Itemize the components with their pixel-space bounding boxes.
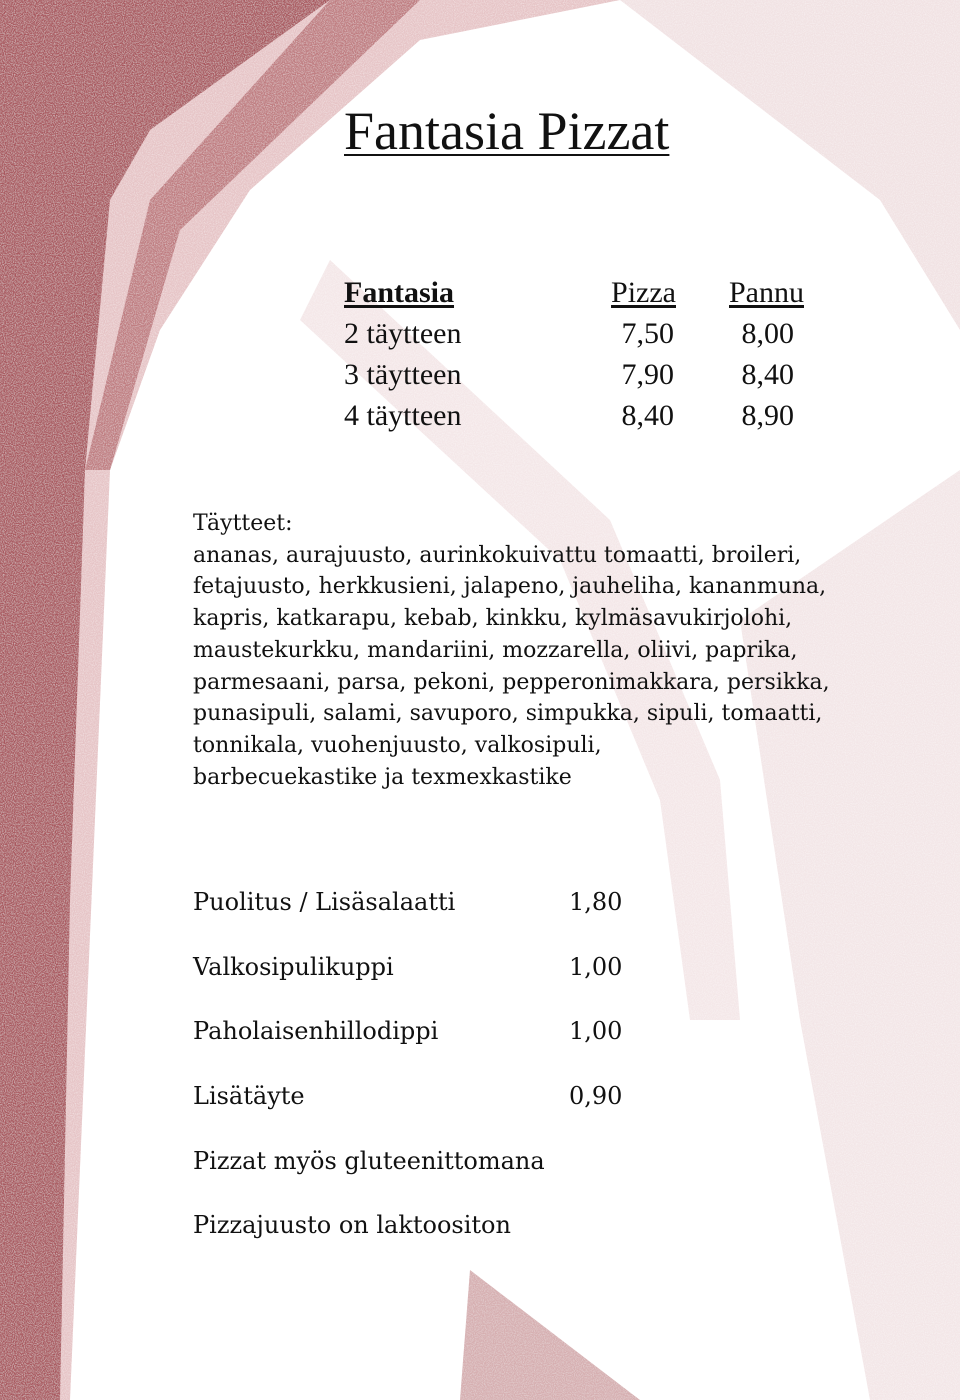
pannu-price: 8,00 bbox=[741, 317, 794, 350]
page-title: Fantasia Pizzat bbox=[344, 101, 670, 161]
extra-item bbox=[193, 1074, 793, 1139]
pannu-price: 8,40 bbox=[741, 358, 794, 391]
header-pannu: Pannu bbox=[729, 276, 804, 309]
price-table-header bbox=[344, 272, 804, 313]
toppings-line: tonnikala, vuohenjuusto, valkosipuli, bbox=[193, 732, 602, 758]
price-row bbox=[344, 395, 804, 436]
extra-label: Puolitus / Lisäsalaatti bbox=[193, 888, 456, 916]
toppings-line: kapris, katkarapu, kebab, kinkku, kylmäsavukirjolohi, bbox=[193, 606, 793, 632]
pizza-price: 8,40 bbox=[621, 399, 674, 432]
extra-price: 0,90 bbox=[569, 1082, 623, 1111]
extras-list bbox=[193, 880, 793, 1268]
price-table bbox=[344, 272, 804, 436]
extra-price: 1,00 bbox=[569, 1017, 623, 1046]
price-row bbox=[344, 313, 804, 354]
row-label: 2 täytteen bbox=[344, 317, 462, 350]
note-gluten-free: Pizzat myös gluteenittomana bbox=[193, 1146, 545, 1175]
header-pizza: Pizza bbox=[611, 276, 676, 309]
extra-note bbox=[193, 1139, 793, 1204]
row-label: 3 täytteen bbox=[344, 358, 462, 391]
header-fantasia: Fantasia bbox=[344, 276, 455, 309]
toppings-line: parmesaani, parsa, pekoni, pepperonimakkara, persikka, bbox=[193, 669, 830, 695]
toppings-line: barbecuekastike ja texmexkastike bbox=[193, 764, 572, 790]
toppings-line: maustekurkku, mandariini, mozzarella, oliivi, paprika, bbox=[193, 637, 798, 663]
pizza-price: 7,90 bbox=[621, 358, 674, 391]
note-lactose-free: Pizzajuusto on laktoositon bbox=[193, 1211, 511, 1240]
extra-price: 1,80 bbox=[569, 888, 623, 916]
extra-price: 1,00 bbox=[569, 952, 623, 981]
extra-label: Lisätäyte bbox=[193, 1082, 305, 1111]
row-label: 4 täytteen bbox=[344, 399, 462, 432]
pannu-price: 8,90 bbox=[741, 399, 794, 432]
extra-label: Valkosipulikuppi bbox=[193, 952, 394, 981]
toppings-section bbox=[193, 508, 928, 793]
price-row bbox=[344, 354, 804, 395]
extra-item bbox=[193, 945, 793, 1010]
extra-note bbox=[193, 1203, 793, 1268]
toppings-heading: Täytteet: bbox=[193, 511, 293, 536]
toppings-line: fetajuusto, herkkusieni, jalapeno, jauheliha, kananmuna, bbox=[193, 574, 827, 600]
toppings-line: ananas, aurajuusto, aurinkokuivattu tomaatti, broileri, bbox=[193, 542, 802, 568]
pizza-price: 7,50 bbox=[621, 317, 674, 350]
extra-label: Paholaisenhillodippi bbox=[193, 1017, 439, 1046]
extra-item bbox=[193, 880, 793, 945]
extra-item bbox=[193, 1009, 793, 1074]
toppings-line: punasipuli, salami, savuporo, simpukka, sipuli, tomaatti, bbox=[193, 701, 823, 727]
